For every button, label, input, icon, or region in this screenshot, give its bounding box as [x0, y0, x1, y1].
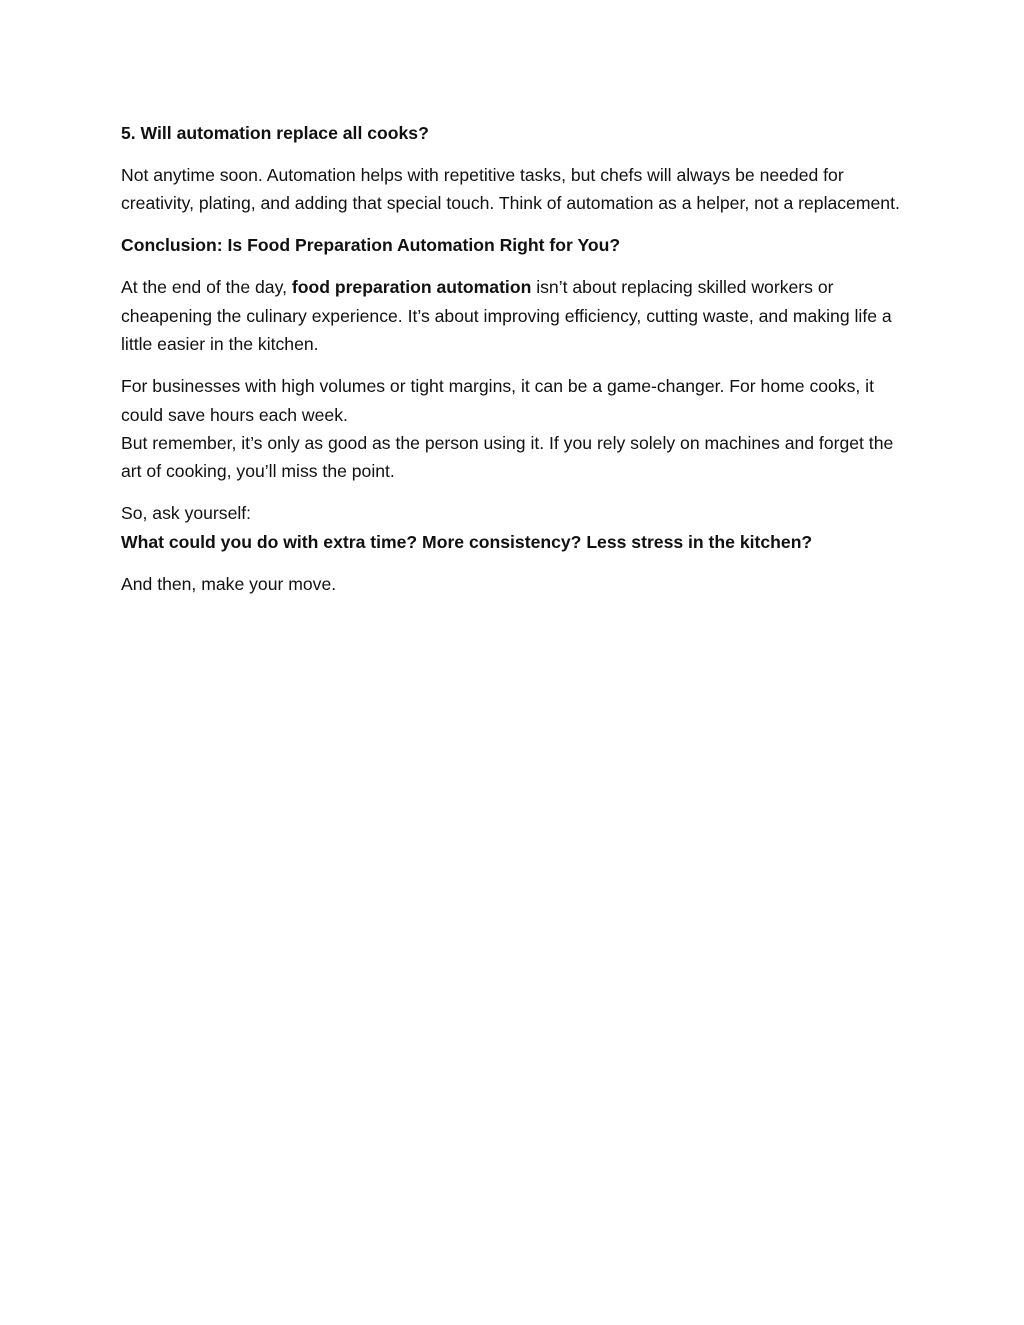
question-heading: 5. Will automation replace all cooks? [121, 123, 429, 143]
closing-line: And then, make your move. [121, 573, 337, 594]
conclusion-lead: At the end of the day, [121, 277, 292, 298]
business-line-2: But remember, it’s only as good as the person using it. If you rely solely on machines and forget the art of cooking, you’ll miss the point. [121, 433, 894, 482]
ask-intro: So, ask yourself: [121, 503, 252, 524]
conclusion-heading: Conclusion: Is Food Preparation Automation Right for You? [121, 235, 621, 256]
ask-paragraph [121, 499, 911, 556]
conclusion-bold-phrase: food preparation automation [291, 277, 532, 298]
ask-questions: What could you do with extra time? More consistency? Less stress in the kitchen? [121, 531, 813, 552]
conclusion-rest: isn’t about replacing skilled workers or cheapening the culinary experience. It’s about improving efficiency, cutting waste, and making life a little easier in the kitchen. [121, 277, 892, 355]
business-line-1: For businesses with high volumes or tight margins, it can be a game-changer. For home cooks, it could save hours each week. [121, 376, 874, 425]
business-paragraph [121, 372, 911, 486]
document-page [121, 119, 911, 612]
answer-paragraph: Not anytime soon. Automation helps with repetitive tasks, but chefs will always be needed for creativity, plating, and adding that special touch. Think of automation as a helper, not a replacement. [121, 165, 900, 214]
conclusion-paragraph [121, 273, 911, 358]
